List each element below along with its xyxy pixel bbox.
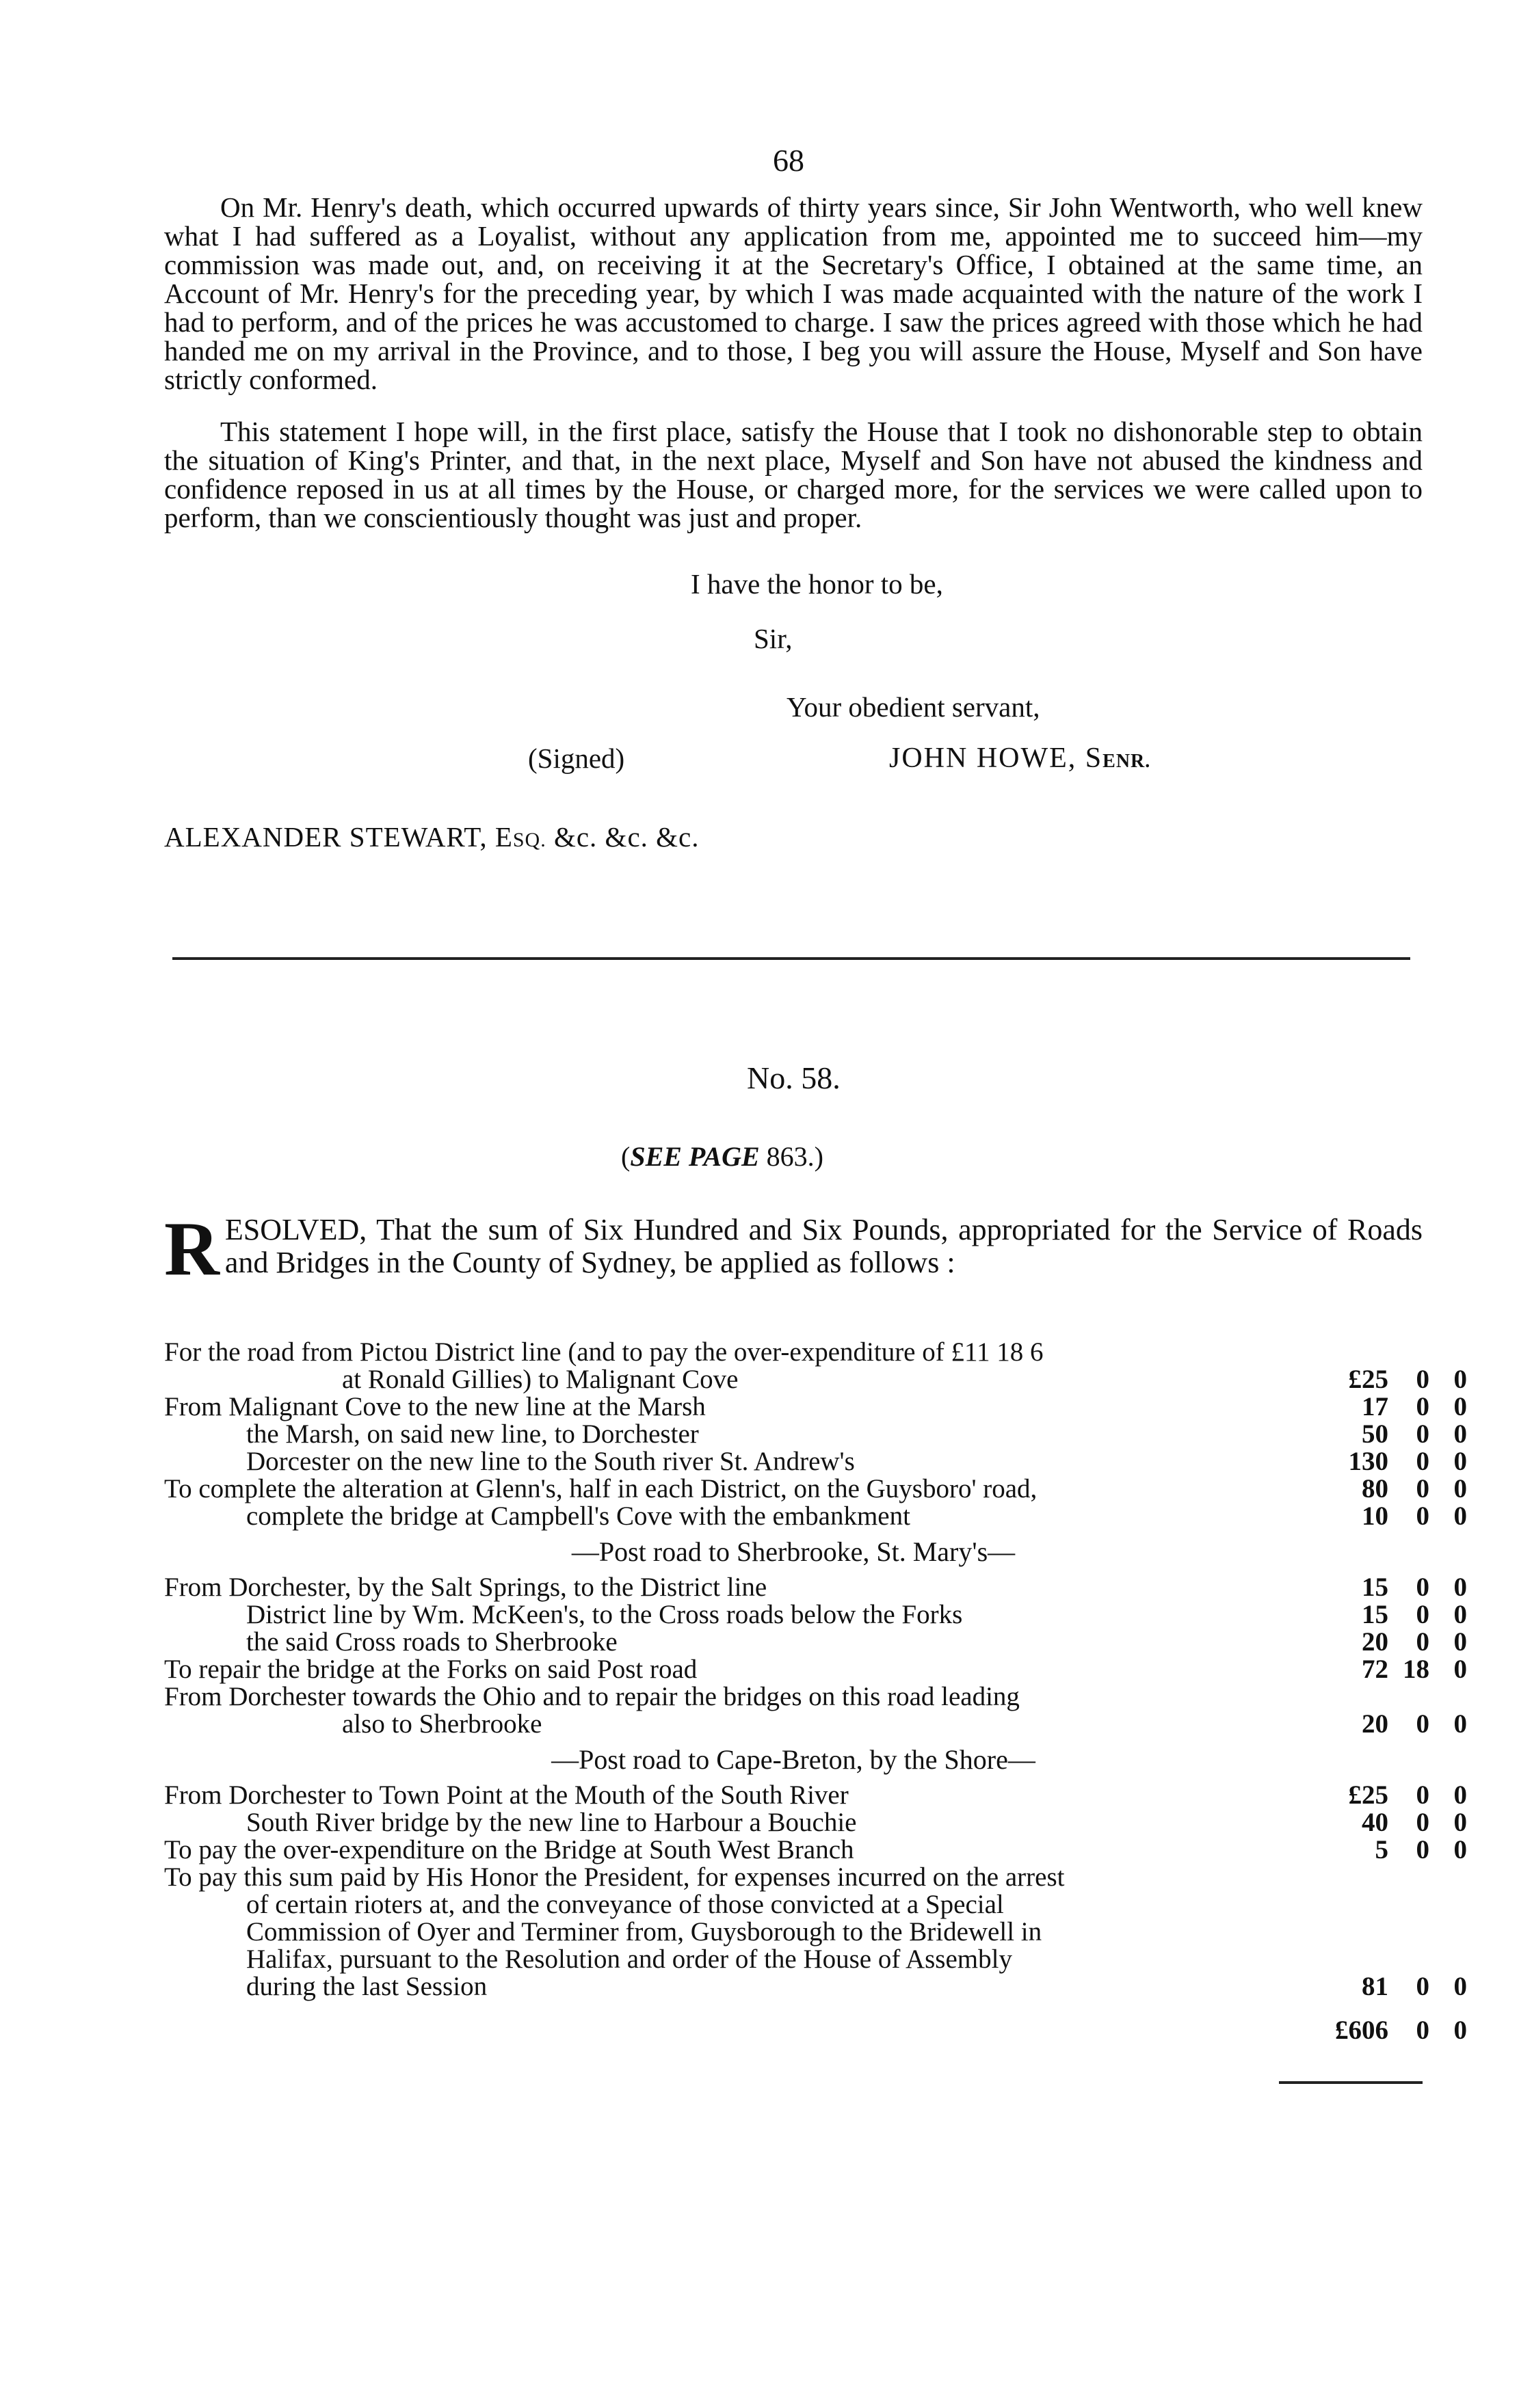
addressee	[164, 820, 700, 853]
amount-shillings: 0	[1416, 1501, 1429, 1531]
item-description: From Dorchester to Town Point at the Mouth of the South River	[164, 1780, 849, 1810]
item-description: To complete the alteration at Glenn's, half in each District, on the Guysboro' road,	[164, 1474, 1038, 1503]
table-row	[164, 1501, 1467, 1531]
see-page-open: (	[621, 1141, 631, 1172]
see-page-label: SEE PAGE	[630, 1141, 760, 1172]
item-description: To pay the over-expenditure on the Bridge at South West Branch	[164, 1835, 854, 1864]
item-description: the Marsh, on said new line, to Dorchester	[246, 1419, 699, 1449]
amount-pence: 0	[1453, 1627, 1467, 1657]
table-row	[164, 1365, 1467, 1394]
amount-pence: 0	[1453, 1808, 1467, 1837]
amount-shillings: 0	[1416, 1835, 1429, 1864]
resolution-text: ESOLVED, That the sum of Six Hundred and Six Pounds, appropriated for the Service of Roads and Bridges in the County of Sydney, be applied as follows :	[224, 1213, 1423, 1279]
amount-pounds: 5	[1375, 1835, 1388, 1864]
total-pounds: £606	[1335, 2016, 1388, 2045]
amount-shillings: 0	[1416, 1709, 1429, 1739]
item-description: From Dorchester, by the Salt Springs, to the District line	[164, 1573, 767, 1602]
table-row	[164, 1864, 1423, 1891]
amount-shillings: 0	[1416, 1365, 1429, 1394]
amount-shillings: 18	[1403, 1655, 1429, 1684]
table-row	[164, 1972, 1467, 2001]
amount-pounds: 72	[1362, 1655, 1388, 1684]
amount-pence: 0	[1453, 1474, 1467, 1503]
section-divider	[172, 957, 1410, 960]
table-row	[164, 1918, 1423, 1946]
item-description: during the last Session	[246, 1972, 488, 2001]
signer-name	[889, 742, 1150, 775]
table-row	[164, 1573, 1467, 1602]
amount-shillings: 0	[1416, 1627, 1429, 1657]
amount-pence: 0	[1453, 1365, 1467, 1394]
see-page-number: 863.)	[759, 1141, 823, 1172]
table-row	[164, 1627, 1467, 1657]
amount-pounds: 81	[1362, 1972, 1388, 2001]
amount-pounds: 50	[1362, 1419, 1388, 1449]
closing-honor: I have the honor to be,	[691, 568, 943, 600]
amount-pence: 0	[1453, 1655, 1467, 1684]
signer-suffix: ENR.	[1102, 751, 1151, 772]
letter-paragraph-2-text: This statement I hope will, in the first place, satisfy the House that I took no dishonorable step to obtain the situation of King's Printer, and that, in the next place, Myself and Son have not abused the kindness and confidence reposed in us at all times by the House, or charged more, for the services we were called upon to perform, than we conscientiously thought was just and proper.	[164, 416, 1423, 533]
table-row	[164, 1709, 1467, 1739]
table-row	[164, 1808, 1467, 1837]
amount-pence: 0	[1453, 1709, 1467, 1739]
amount-pence: 0	[1453, 1835, 1467, 1864]
total-rule	[1279, 2081, 1423, 2084]
table-row	[164, 1835, 1467, 1864]
signer-name-text: JOHN HOWE, S	[889, 743, 1103, 774]
amount-shillings: 0	[1416, 1573, 1429, 1602]
appropriation-table	[164, 1337, 1467, 2045]
item-description: at Ronald Gillies) to Malignant Cove	[342, 1365, 739, 1394]
item-description: complete the bridge at Campbell's Cove with the embankment	[246, 1501, 910, 1531]
item-description: District line by Wm. McKeen's, to the Cross roads below the Forks	[246, 1600, 963, 1629]
table-row	[164, 1891, 1423, 1918]
letter-paragraph-2	[164, 417, 1423, 532]
addressee-etc: &c. &c. &c.	[546, 821, 700, 853]
total-shillings: 0	[1416, 2016, 1429, 2045]
see-page-reference	[621, 1140, 823, 1173]
section-heading-cape-breton	[164, 1738, 1423, 1782]
item-description: Dorcester on the new line to the South river St. Andrew's	[246, 1447, 855, 1476]
table-row	[164, 1474, 1467, 1503]
amount-pence: 0	[1453, 1600, 1467, 1629]
amount-pence: 0	[1453, 1501, 1467, 1531]
table-row	[164, 1339, 1423, 1366]
amount-pounds: £25	[1348, 1365, 1388, 1394]
table-row	[164, 1419, 1467, 1449]
table-row	[164, 1946, 1423, 1973]
drop-cap: R	[164, 1207, 220, 1292]
table-row	[164, 1392, 1467, 1421]
table-row	[164, 1600, 1467, 1629]
amount-pounds: 17	[1362, 1392, 1388, 1421]
document-number: No. 58.	[747, 1060, 841, 1095]
item-description: South River bridge by the new line to Harbour a Bouchie	[246, 1808, 857, 1837]
item-description: For the road from Pictou District line (and to pay the over-expenditure of £11 18 6	[164, 1337, 1044, 1367]
amount-shillings: 0	[1416, 1808, 1429, 1837]
amount-pounds: 80	[1362, 1474, 1388, 1503]
amount-pounds: 20	[1362, 1627, 1388, 1657]
amount-shillings: 0	[1416, 1392, 1429, 1421]
amount-shillings: 0	[1416, 1474, 1429, 1503]
item-description: To repair the bridge at the Forks on said Post road	[164, 1655, 698, 1684]
section-heading-sherbrooke	[164, 1530, 1423, 1574]
item-description: of certain rioters at, and the conveyance of those convicted at a Special	[246, 1890, 1004, 1919]
signed-label: (Signed)	[528, 743, 625, 774]
table-row	[164, 1655, 1467, 1684]
amount-pounds: 40	[1362, 1808, 1388, 1837]
section-heading-sherbrooke-text: —Post road to Sherbrooke, St. Mary's—	[571, 1536, 1016, 1567]
closing-sir: Sir,	[754, 623, 793, 654]
amount-shillings: 0	[1416, 1447, 1429, 1476]
item-description: From Dorchester towards the Ohio and to repair the bridges on this road leading	[164, 1682, 1020, 1711]
item-description: the said Cross roads to Sherbrooke	[246, 1627, 618, 1657]
amount-pence: 0	[1453, 1447, 1467, 1476]
item-description: From Malignant Cove to the new line at the Marsh	[164, 1392, 706, 1421]
amount-pence: 0	[1453, 1419, 1467, 1449]
amount-shillings: 0	[1416, 1419, 1429, 1449]
amount-shillings: 0	[1416, 1600, 1429, 1629]
letter-paragraph-1-text: On Mr. Henry's death, which occurred upwards of thirty years since, Sir John Wentworth, who well knew what I had suffered as a Loyalist, without any application from me, appointed me to succeed him—my commission was made out, and, on receiving it at the Secretary's Office, I obtained at the same time, an Account of Mr. Henry's for the preceding year, by which I was made acquainted with the nature of the work I had to perform, and of the prices he was accustomed to charge. I saw the prices agreed with those which he had handed me on my arrival in the Province, and to those, I beg you will assure the House, Myself and Son have strictly conformed.	[164, 191, 1423, 395]
section-heading-cape-breton-text: —Post road to Cape-Breton, by the Shore—	[551, 1744, 1035, 1775]
item-description: Halifax, pursuant to the Resolution and order of the House of Assembly	[246, 1944, 1012, 1974]
closing-obedient-servant: Your obedient servant,	[787, 691, 1040, 723]
letter-paragraph-1	[164, 193, 1423, 394]
amount-pounds: £25	[1348, 1780, 1388, 1810]
amount-pounds: 130	[1348, 1447, 1388, 1476]
amount-pence: 0	[1453, 1392, 1467, 1421]
total-pence: 0	[1453, 2016, 1467, 2045]
amount-pounds: 20	[1362, 1709, 1388, 1739]
total-spacer	[164, 2001, 1423, 2017]
item-description: also to Sherbrooke	[342, 1709, 542, 1739]
addressee-name: ALEXANDER STEWART, E	[164, 821, 513, 853]
table-row	[164, 1683, 1423, 1711]
resolution-paragraph	[164, 1207, 1423, 1292]
amount-pence: 0	[1453, 1972, 1467, 2001]
item-description: To pay this sum paid by His Honor the President, for expenses incurred on the arrest	[164, 1862, 1065, 1892]
addressee-suffix: SQ.	[512, 829, 546, 851]
amount-pounds: 10	[1362, 1501, 1388, 1531]
amount-pence: 0	[1453, 1780, 1467, 1810]
page-number: 68	[773, 143, 804, 178]
amount-shillings: 0	[1416, 1972, 1429, 2001]
table-row	[164, 1780, 1467, 1810]
item-description: Commission of Oyer and Terminer from, Guysborough to the Bridewell in	[246, 1917, 1042, 1947]
amount-pence: 0	[1453, 1573, 1467, 1602]
table-row	[164, 1447, 1467, 1476]
amount-pounds: 15	[1362, 1573, 1388, 1602]
amount-pounds: 15	[1362, 1600, 1388, 1629]
total-row	[164, 2016, 1467, 2045]
amount-shillings: 0	[1416, 1780, 1429, 1810]
